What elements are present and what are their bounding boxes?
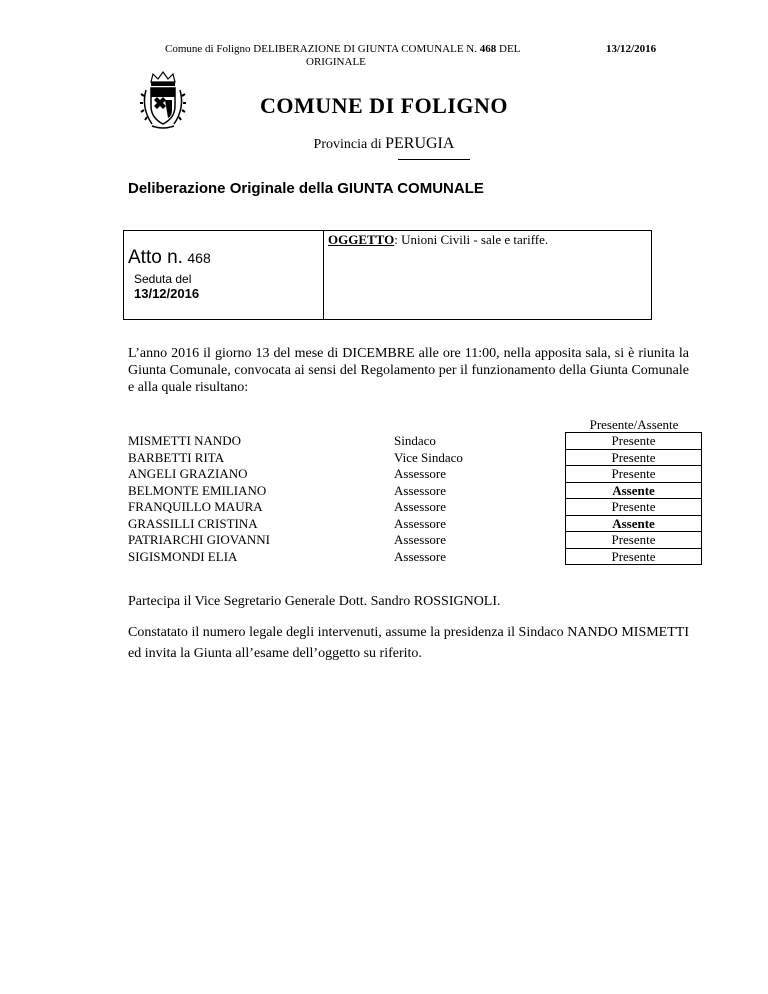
- comune-title: COMUNE DI FOLIGNO: [259, 93, 509, 118]
- attendance-status: Presente: [566, 449, 702, 466]
- attendance-status: Presente: [566, 433, 702, 450]
- member-role: Assessore: [394, 499, 446, 514]
- header-title: Comune di Foligno DELIBERAZIONE DI GIUNTA COMUNALE N.: [165, 43, 477, 55]
- table-row: [566, 449, 702, 466]
- atto-label: Atto n.: [128, 247, 183, 268]
- intro-paragraph: L’anno 2016 il giorno 13 del mese di DICEMBRE alle ore 11:00, nella apposita sala, si è riunita la Giunta Comunale, convocata ai sensi del Regolamento per il funzionamento della Giunta Comunale e alla quale risultano:: [128, 346, 689, 395]
- table-row: [566, 548, 702, 565]
- member-name: SIGISMONDI ELIA: [128, 548, 238, 564]
- member-name: MISMETTI NANDO: [128, 433, 242, 448]
- member-role: Vice Sindaco: [394, 449, 463, 465]
- member-role: Sindaco: [394, 433, 436, 448]
- header-del: DEL: [499, 43, 521, 55]
- member-name: GRASSILLI CRISTINA: [128, 515, 258, 531]
- header-date: 13/12/2016: [606, 43, 657, 55]
- attendance-status: Presente: [566, 532, 702, 549]
- seduta-label: Seduta del: [134, 272, 192, 286]
- atto-number: [128, 247, 211, 269]
- member-name: ANGELI GRAZIANO: [128, 466, 248, 481]
- provincia-divider: [398, 159, 470, 160]
- member-role: Assessore: [394, 532, 446, 547]
- member-name: BARBETTI RITA: [128, 449, 225, 465]
- table-row: [566, 515, 702, 532]
- header-number: 468: [479, 43, 497, 55]
- member-name: FRANQUILLO MAURA: [128, 499, 263, 514]
- table-row: [566, 532, 702, 549]
- member-role: Assessore: [394, 548, 446, 564]
- member-names: [128, 433, 270, 565]
- atto-number-value: 468: [187, 250, 211, 266]
- partecipa-paragraph: Partecipa il Vice Segretario Generale Dott. Sandro ROSSIGNOLI.: [128, 594, 501, 609]
- oggetto-text: : Unioni Civili - sale e tariffe.: [394, 232, 549, 247]
- seduta-date: 13/12/2016: [134, 286, 200, 301]
- attendance-header: Presente/Assente: [589, 417, 679, 432]
- provincia-name: PERUGIA: [385, 135, 455, 152]
- attendance-table: [565, 432, 702, 565]
- member-name: BELMONTE EMILIANO: [128, 482, 267, 498]
- member-roles: [394, 433, 463, 565]
- table-row: [566, 433, 702, 450]
- attendance-status: Assente: [566, 482, 702, 499]
- member-name: PATRIARCHI GIOVANNI: [128, 532, 270, 547]
- member-role: Assessore: [394, 466, 446, 481]
- member-role: Assessore: [394, 515, 446, 531]
- attendance-status: Presente: [566, 499, 702, 516]
- provincia: [0, 135, 768, 153]
- attendance-status: Assente: [566, 515, 702, 532]
- table-row: [566, 482, 702, 499]
- oggetto: [328, 232, 548, 248]
- oggetto-label: OGGETTO: [328, 232, 395, 247]
- member-role: Assessore: [394, 482, 446, 498]
- constatato-paragraph: Constatato il numero legale degli intervenuti, assume la presidenza il Sindaco NANDO MISMETTI ed invita la Giunta all’esame dell’oggetto su riferito.: [128, 625, 689, 661]
- attendance-status: Presente: [566, 548, 702, 565]
- table-row: [566, 499, 702, 516]
- deliberation-title: Deliberazione Originale della GIUNTA COMUNALE: [128, 180, 484, 197]
- header-line: [165, 43, 520, 56]
- attendance-status: Presente: [566, 466, 702, 483]
- header-originale: ORIGINALE: [306, 56, 366, 68]
- provincia-label: Provincia di: [313, 137, 382, 152]
- atto-box-divider: [323, 230, 324, 319]
- table-row: [566, 466, 702, 483]
